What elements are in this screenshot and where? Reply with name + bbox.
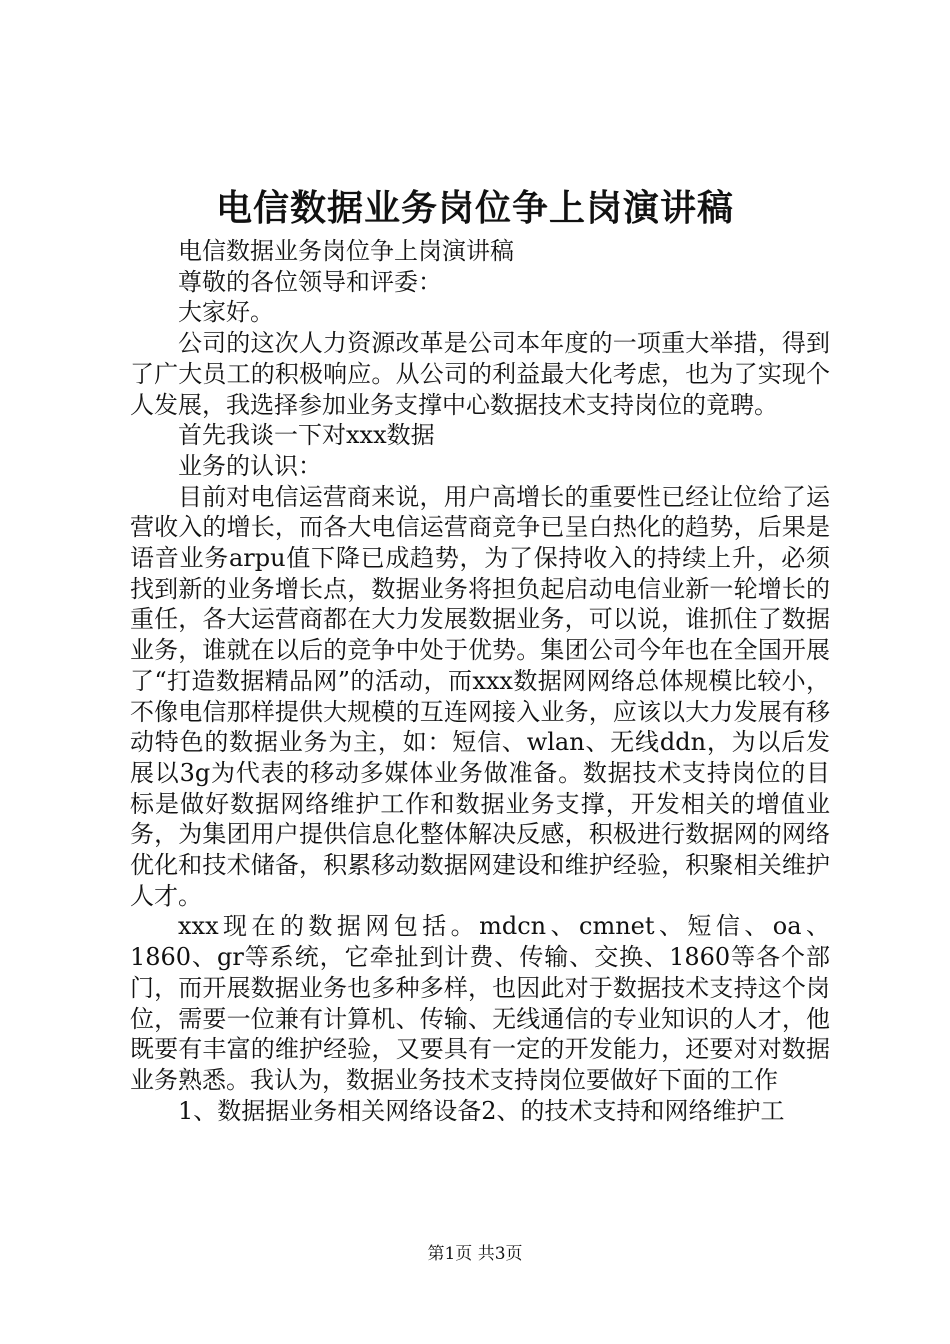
paragraph-analysis: 目前对电信运营商来说，用户高增长的重要性已经让位给了运营收入的增长，而各大电信运营商竞争已呈白热化的趋势，后果是语音业务arpu值下降已成趋势，为了保持收入的持续上升，必须找到新的业务增长点，数据业务将担负起启动电信业新一轮增长的重任，各大运营商都在大力发展数据业务，可以说，谁抓住了数据业务，谁就在以后的竞争中处于优势。集团公司今年也在全国开展了“打造数据精品网”的活动，而xxx数据网网络总体规模比较小，不像电信那样提供大规模的互连网接入业务，应该以大力发展有移动特色的数据业务为主，如：短信、wlan、无线ddn，为以后发展以3g为代表的移动多媒体业务做准备。数据技术支持岗位的目标是做好数据网络维护工作和数据业务支撑，开发相关的增值业务，为集团用户提供信息化整体解决反感，积极进行数据网的网络优化和技术储备，积累移动数据网建设和维护经验，积聚相关维护人才。 — [130, 482, 830, 910]
page-number-footer: 第1页 共3页 — [427, 1244, 523, 1264]
paragraph-task-1: 1、数据据业务相关网络设备2、的技术支持和网络维护工 — [178, 1096, 785, 1125]
document-body — [130, 236, 830, 1126]
paragraph-heading-repeat: 电信数据业务岗位争上岗演讲稿 — [178, 237, 514, 265]
paragraph-intro: 公司的这次人力资源改革是公司本年度的一项重大举措，得到了广大员工的积极响应。从公司的利益最大化考虑，也为了实现个人发展，我选择参加业务支撑中心数据技术支持岗位的竟聘。 — [130, 329, 830, 419]
paragraph-greeting: 大家好。 — [178, 298, 274, 327]
paragraph-topic-line-1: 首先我谈一下对xxx数据 — [178, 421, 435, 450]
paragraph-network: xxx现在的数据网包括。mdcn、cmnet、短信、oa、1860、gr等系统，它牵扯到计费、传输、交换、1860等各个部门，而开展数据业务也多种多样，也因此对于数据技术支持这个岗位，需要一位兼有计算机、传输、无线通信的专业知识的人才，他既要有丰富的维护经验，又要具有一定的开发能力，还要对对数据业务熟悉。我认为，数据业务技术支持岗位要做好下面的工作 — [130, 912, 830, 1094]
paragraph-salutation: 尊敬的各位领导和评委： — [178, 267, 442, 296]
paragraph-topic-line-2: 业务的认识： — [178, 451, 322, 480]
document-title: 电信数据业务岗位争上岗演讲稿 — [215, 187, 734, 229]
